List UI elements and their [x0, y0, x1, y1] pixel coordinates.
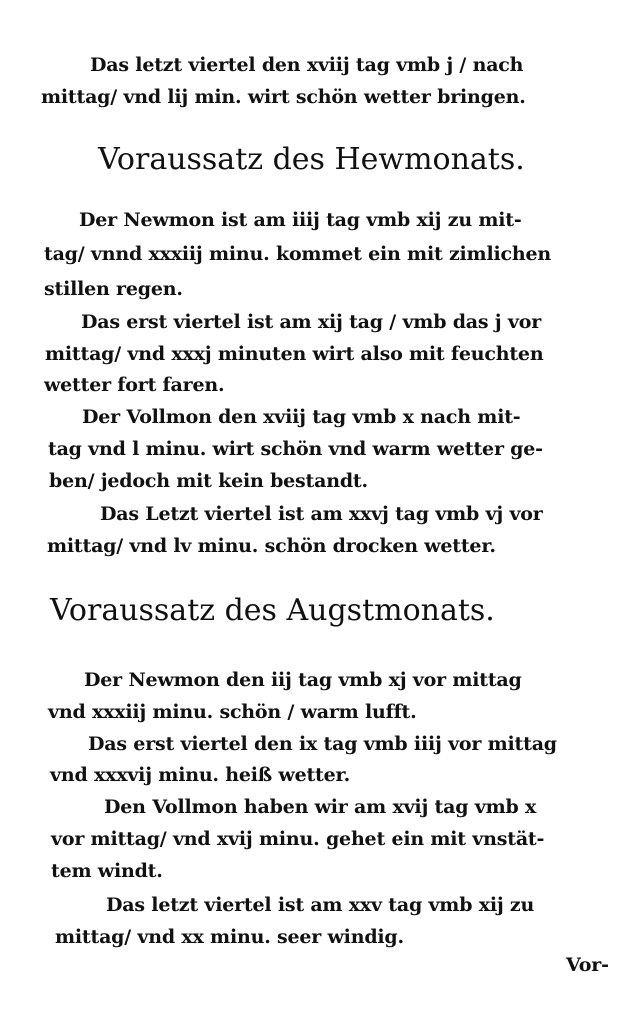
section2-line-6: vor mittag/ vnd xvij minu. gehet ein mit vnstät-	[51, 828, 545, 850]
section1-line-1: Der Newmon ist am iiij tag vmb xij zu mit-	[79, 209, 522, 231]
section2-line-9: mittag/ vnd xx minu. seer windig.	[55, 926, 404, 948]
section2-line-4: vnd xxxvij minu. heiß wetter.	[50, 764, 350, 786]
section1-line-6: wetter fort faren.	[44, 374, 225, 396]
heading-augstmonat: Voraussatz des Augstmonats.	[50, 593, 495, 628]
section2-line-8: Das letzt viertel ist am xxv tag vmb xij zu	[106, 894, 535, 916]
section1-line-3: stillen regen.	[44, 278, 183, 300]
section2-line-5: Den Vollmon haben wir am xvij tag vmb x	[104, 796, 537, 818]
catchword: Vor-	[566, 954, 609, 976]
section1-line-7: Der Vollmon den xviij tag vmb x nach mit-	[82, 406, 521, 428]
section2-line-1: Der Newmon den iij tag vmb xj vor mittag	[84, 669, 522, 691]
section1-line-11: mittag/ vnd lv minu. schön drocken wetter.	[47, 535, 496, 557]
section1-line-8: tag vnd l minu. wirt schön vnd warm wetter ge-	[48, 438, 543, 460]
top-line-2: mittag/ vnd lij min. wirt schön wetter bringen.	[41, 86, 526, 108]
top-line-1: Das letzt viertel den xviij tag vmb j / nach	[90, 54, 524, 76]
section2-line-2: vnd xxxiij minu. schön / warm lufft.	[48, 701, 417, 723]
section1-line-9: ben/ jedoch mit kein bestandt.	[49, 470, 368, 492]
section2-line-7: tem windt.	[51, 860, 163, 882]
section1-line-2: tag/ vnnd xxxiij minu. kommet ein mit zimlichen	[44, 243, 551, 265]
heading-hewmonat: Voraussatz des Hewmonats.	[98, 142, 525, 177]
section1-line-4: Das erst viertel ist am xij tag / vmb das j vor	[81, 311, 542, 333]
section2-line-3: Das erst viertel den ix tag vmb iiij vor mittag	[88, 733, 557, 755]
section1-line-5: mittag/ vnd xxxj minuten wirt also mit feuchten	[45, 343, 544, 365]
section1-line-10: Das Letzt viertel ist am xxvj tag vmb vj vor	[100, 503, 543, 525]
